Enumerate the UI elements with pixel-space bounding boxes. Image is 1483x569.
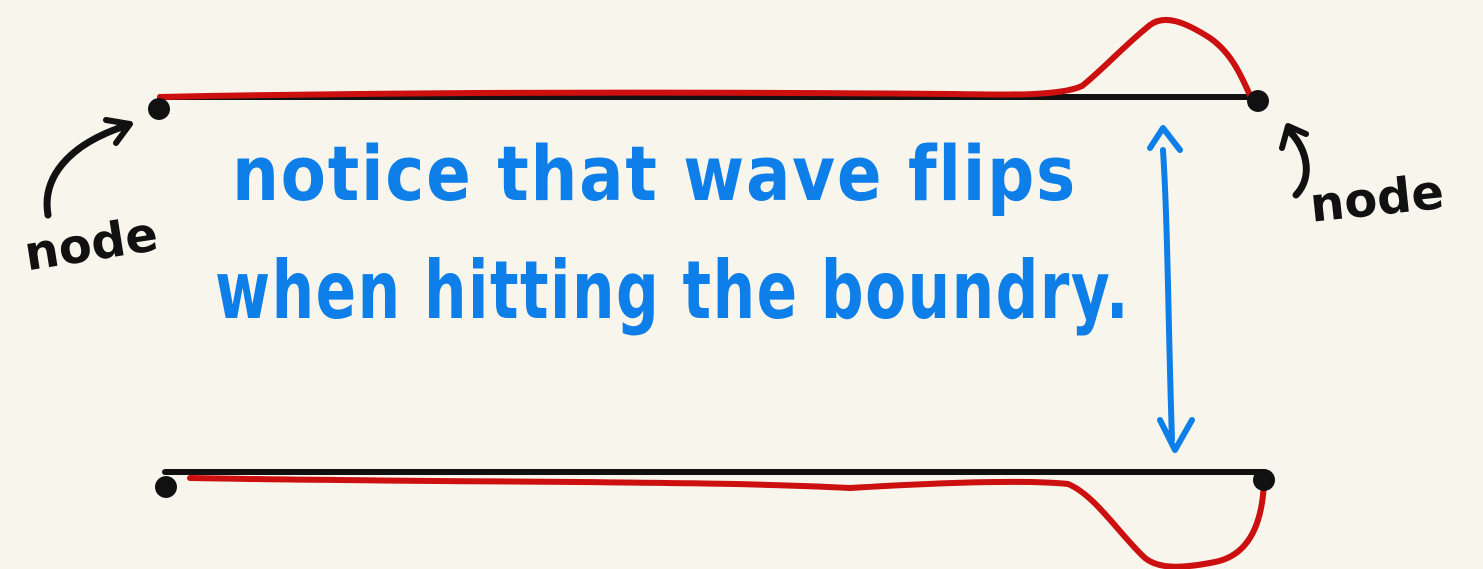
annotation-line-2: when hitting the boundry. xyxy=(215,244,1130,337)
top-left-node xyxy=(148,98,170,120)
top-right-node xyxy=(1247,90,1269,112)
right-node-label: node xyxy=(1307,163,1447,234)
top-incident-wave xyxy=(160,20,1252,100)
right-node-arrow xyxy=(1288,130,1306,195)
bottom-left-node xyxy=(155,476,177,498)
reflection-arrow-up-icon xyxy=(1150,128,1180,150)
left-node-label: node xyxy=(20,206,162,283)
reflection-arrow-shaft xyxy=(1163,150,1172,440)
bottom-reflected-wave xyxy=(190,478,1264,567)
reflection-arrow-down-icon xyxy=(1160,420,1192,450)
annotation-line-1: notice that wave flips xyxy=(232,129,1077,218)
bottom-right-node xyxy=(1253,469,1275,491)
